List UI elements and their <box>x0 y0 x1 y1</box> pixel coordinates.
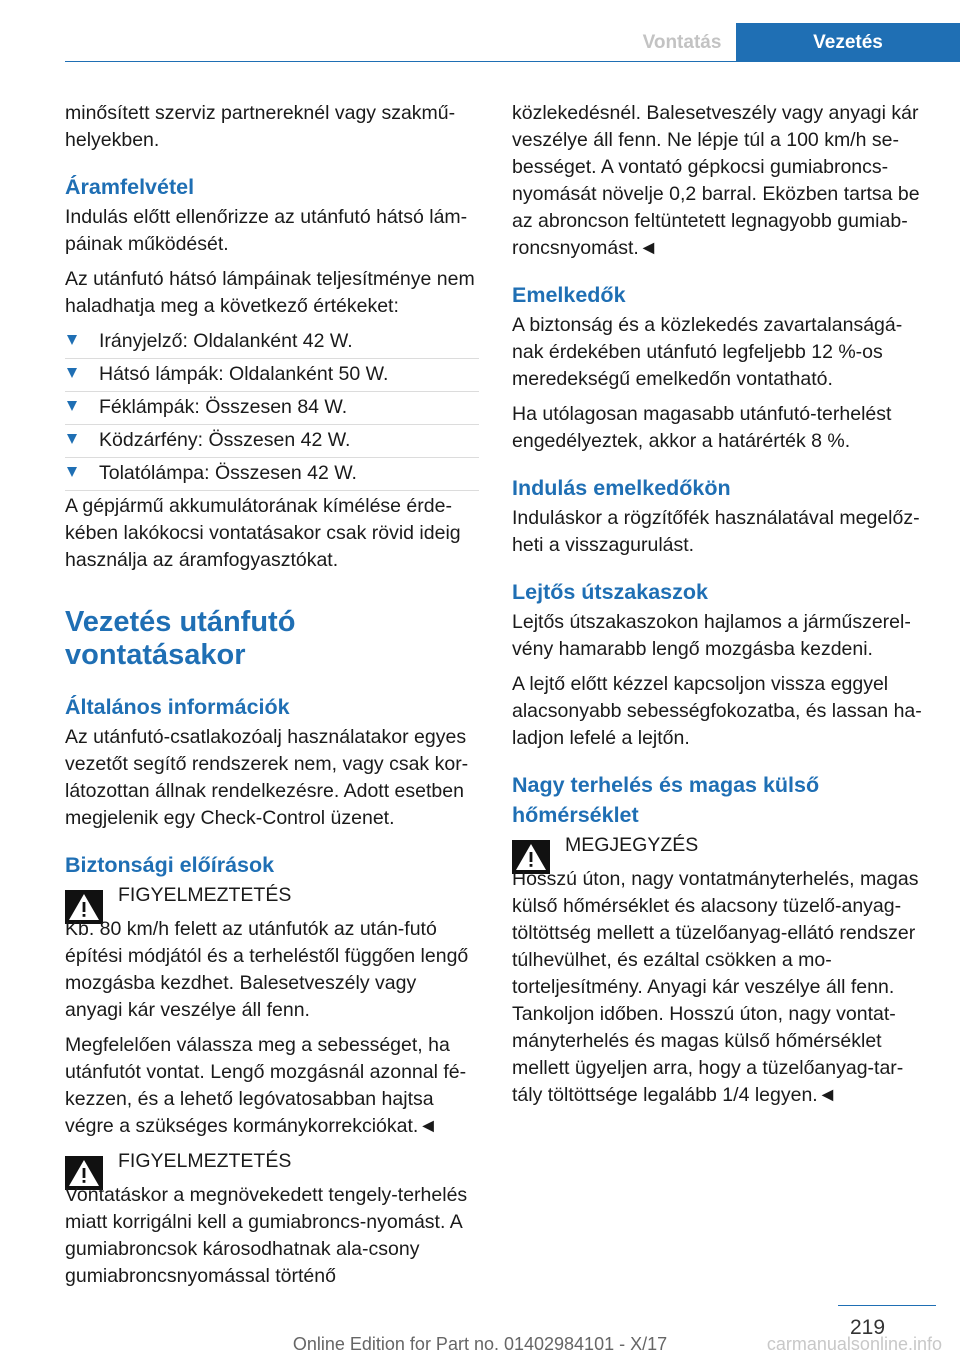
tab-vontatas[interactable]: Vontatás <box>642 31 722 53</box>
list-item <box>65 328 479 355</box>
footer-rule <box>838 1305 936 1306</box>
paragraph: közlekedésnél. Balesetveszély vagy anyagi kár veszélye áll fenn. Ne lépje túl a 100 km/h se-bességet. A vontató gépkocsi gumiabroncs-nyomását növelje 0,2 barral. Eközben tartsa be az abroncson feltüntetett legnagyobb gumiab-roncsnyomást.◄ <box>512 102 920 259</box>
triangle-bullet-icon <box>67 401 77 411</box>
header-rule <box>65 61 736 62</box>
note-label: MEGJEGYZÉS <box>565 834 699 856</box>
paragraph: A gépjármű akkumulátorának kímélése érde-kében lakókocsi vontatásakor csak rövid ideig használja az áramfogyasztókat. <box>65 495 461 571</box>
list-item-text: Hátsó lámpák: Oldalanként 50 W. <box>99 363 389 385</box>
list-item <box>65 460 479 487</box>
note-text: Hosszú úton, nagy vontatmányterhelés, magas külső hőmérséklet és alacsony tüzelő-anyag-töltöttség mellett a tüzelőanyag-ellátó rendszer túlhevülhet, és ezáltal csökken a mo-torteljesítmény. Anyagi kár veszélye áll fenn. Tankoljon időben. Hosszú úton, nagy vontat-mányterhelés és magas külső hőmérséklet mellett ügyeljen arra, hogy a tüzelőanyag-tar-tály töltöttsége legalább 1/4 legyen.◄ <box>512 868 919 1106</box>
heading-aramfelvetel: Áramfelvétel <box>65 175 195 199</box>
left-column <box>65 100 479 1298</box>
paragraph: Indulás előtt ellenőrizze az utánfutó hátsó lám-páinak működését. <box>65 206 468 255</box>
heading-nagy-terheles: Nagy terhelés és magas külső hőmérséklet <box>512 773 820 827</box>
paragraph: Lejtős útszakaszokon hajlamos a járműszerel-vény hamarabb lengő mozgásba kezdeni. <box>512 611 911 660</box>
paragraph: Induláskor a rögzítőfék használatával megelőz-heti a visszagurulást. <box>512 507 920 556</box>
paragraph: A lejtő előtt kézzel kapcsoljon vissza eggyel alacsonyabb sebességfokozatba, és lassan ha-ladjon lefelé a lejtőn. <box>512 673 922 749</box>
heading-lejtos: Lejtős útszakaszok <box>512 580 708 604</box>
heading-indulas: Indulás emelkedőkön <box>512 476 731 500</box>
paragraph: Az utánfutó hátsó lámpáinak teljesítménye nem haladhatja meg a következő értékeket: <box>65 268 475 317</box>
paragraph: A biztonság és a közlekedés zavartalanságá-nak érdekében utánfutó legfeljebb 12 %-os meredekségű emelkedőn vontatható. <box>512 314 903 390</box>
warning-block <box>65 882 479 1140</box>
triangle-bullet-icon <box>67 368 77 378</box>
warning-text: Vontatáskor a megnövekedett tengely-terhelés miatt korrigálni kell a gumiabroncs-nyomást. A gumiabroncsok károsodhatnak ala-csony gumiabroncsnyomással történő <box>65 1184 468 1287</box>
tab-vezetes[interactable]: Vezetés <box>736 23 960 62</box>
paragraph: Az utánfutó-csatlakozóalj használatakor egyes vezetőt segítő rendszerek nem, vagy csak kor-látozottan állnak rendelkezésre. Adott esetben megjelenik egy Check-Control üzenet. <box>65 726 469 829</box>
page-number: 219 <box>850 1316 886 1339</box>
watermark: carmanualsonline.info <box>766 1334 942 1354</box>
intro-paragraph: minősített szerviz partnereknél vagy szakmű-helyekben. <box>65 102 456 151</box>
triangle-bullet-icon <box>67 335 77 345</box>
section-title: Vezetés utánfutó vontatásakor <box>65 606 296 671</box>
list-item-text: Tolatólámpa: Összesen 42 W. <box>99 462 357 484</box>
edition-line: Online Edition for Part no. 01402984101 - X/17 <box>292 1334 668 1354</box>
note-block <box>512 832 926 1109</box>
heading-biztonsagi: Biztonsági előírások <box>65 853 275 877</box>
lamp-list <box>65 328 479 487</box>
heading-emelkedok: Emelkedők <box>512 283 626 307</box>
warning-label: FIGYELMEZTETÉS <box>118 1150 292 1172</box>
warning-text: Megfelelően válassza meg a sebességet, ha utánfutót vontat. Lengő mozgásnál azonnal fé-kezzen, és a lehető legóvatosabban hajtsa végre a szükséges kormánykorrekciókat.◄ <box>65 1034 467 1137</box>
warning-block <box>65 1148 479 1290</box>
list-item-text: Irányjelző: Oldalanként 42 W. <box>99 330 353 352</box>
triangle-bullet-icon <box>67 467 77 477</box>
list-item-text: Féklámpák: Összesen 84 W. <box>99 396 348 418</box>
warning-label: FIGYELMEZTETÉS <box>118 884 292 906</box>
right-column <box>512 100 926 1117</box>
heading-altalanos: Általános információk <box>65 695 290 719</box>
list-item-text: Ködzárfény: Összesen 42 W. <box>99 429 351 451</box>
paragraph: Ha utólagosan magasabb utánfutó-terhelést engedélyeztek, akkor a határérték 8 %. <box>512 403 892 452</box>
list-item <box>65 394 479 421</box>
list-item <box>65 361 479 388</box>
warning-text: Kb. 80 km/h felett az utánfutók az után-futó építési módjától és a terheléstől függően lengő mozgásba kezdhet. Balesetveszély vagy anyagi kár veszélye áll fenn. <box>65 918 469 1021</box>
list-item <box>65 427 479 454</box>
triangle-bullet-icon <box>67 434 77 444</box>
header-tabs <box>628 23 960 62</box>
